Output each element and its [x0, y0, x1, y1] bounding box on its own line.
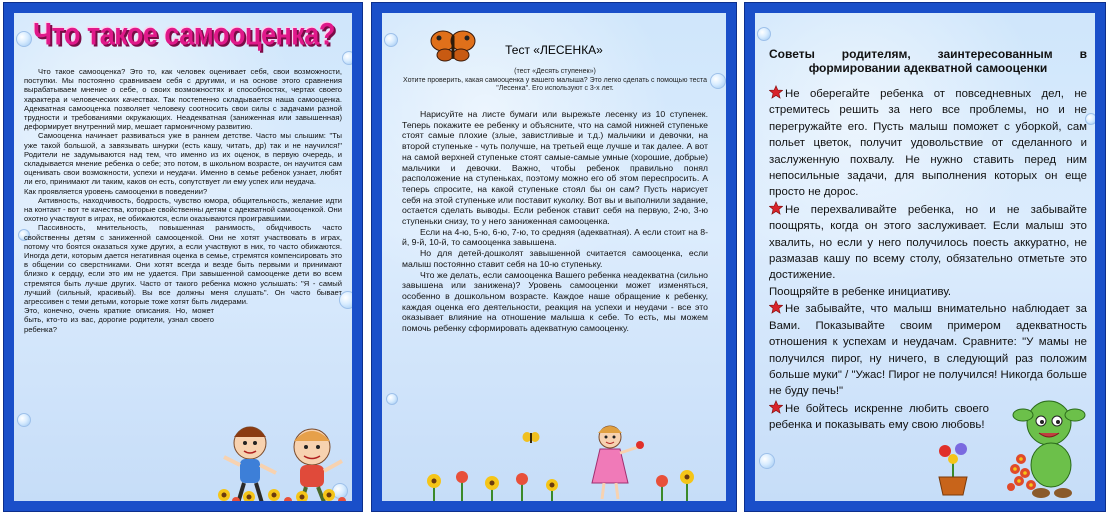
bubble-decoration — [342, 51, 352, 65]
advice-item — [769, 284, 1087, 300]
small-butterfly-icon — [522, 431, 540, 445]
panel-ladder-test — [371, 2, 737, 512]
panel-background — [755, 13, 1095, 501]
subtitle-line: (тест «Десять ступенек») — [514, 68, 596, 75]
flowers-decoration — [214, 483, 352, 501]
paragraph: Но для детей-дошколят завышенной считается самооценка, если малыш постоянно ставит себя на 10-ю ступеньку. — [402, 248, 708, 269]
test-title: Тест «ЛЕСЕНКА» — [505, 43, 603, 57]
panel-background — [14, 13, 352, 501]
advice-title: Советы родителям, заинтересованным в формировании адекватной самооценки — [769, 47, 1087, 75]
advice-text: Не забывайте, что малыш внимательно наблюдает за Вами. Показывайте своим примером адекватность отношения к успехам и неудачам. Сравните: "У мамы не получился пирог, ну ничего, в следующий раз положим больше муки" / "Ужас! Пирог не получился! Никогда больше не буду печь!" — [769, 303, 1087, 398]
article-text — [24, 67, 342, 334]
bubble-decoration — [757, 27, 771, 41]
advice-text: Не бойтесь искренне любить своего ребенка и показывать ему свою любовь! — [769, 402, 989, 432]
panel-parent-advice — [744, 2, 1106, 512]
bubble-decoration — [386, 393, 398, 405]
bubble-decoration — [17, 413, 31, 427]
subtitle-line: Хотите проверить, какая самооценка у вашего малыша? Это легко сделать с помощью теста "Лесенка". Его используют с 3-х лет. — [403, 76, 707, 92]
advice-text: Не оберегайте ребенка от повседневных дел, не стремитесь решить за него все проблемы, но и не перегружайте его. Пусть малыш поможет с уборкой, сам польет цветок, получит удовольствие от сделанного и заслуженную похвалу. Не нужно ставить перед ним непосильные задачи, для выполнения которых он еще просто не дорос. — [769, 88, 1087, 199]
bubble-decoration — [759, 453, 775, 469]
paragraph: Что такое самооценка? Это то, как человек оценивает себя, свои возможности, поступки. Мы постоянно сравниваем себя с другими, и на основе этого сравнения вырабатываем мнение о себе, о своих возможностях и способностях, чертах своего характера и человеческих качествах. Так постепенно складывается наша самооценка. Адекватная самооценка позволяет человеку соотносить свои силы с задачами разной трудности и требованиями окружающих. Неадекватная (заниженная или завышенная) деформирует внутренний мир, мешает гармоничному развитию. — [24, 67, 342, 132]
advice-item — [769, 300, 1087, 399]
page-title: Что такое самооценка? — [33, 16, 335, 52]
test-subtitle — [400, 68, 710, 94]
gnome-illustration — [1001, 393, 1091, 501]
star-icon — [769, 300, 783, 314]
paragraph: Активность, находчивость, бодрость, чувство юмора, общительность, желание идти на контакт - вот те качества, которые свойственны детям с адекватной самооценкой. Они охотно участвуют в играх, не обижаются, если оказываются проигравшими. — [24, 195, 342, 224]
bubble-decoration — [710, 73, 726, 89]
paragraph: Это, конечно, очень краткие описания. Но, может быть, кто-то из вас, дорогие родители, узнал своего ребенка? — [24, 306, 214, 334]
advice-list — [769, 85, 1087, 434]
paragraph: Пассивность, мнительность, повышенная ранимость, обидчивость часто свойственны детям с заниженной самооценкой. Они не хотят участвовать в играх, потому что боятся оказаться хуже других, а если участвуют в них, то часто обижаются. Иногда дети, которым дается негативная оценка в семье, стремятся компенсировать это в общении со сверстниками. Они хотят всегда и везде быть первыми и принимают близко к сердцу, если это им не удается. При завышенной самооценке дети во всем стремятся быть лучше других. Часто от такого ребенка можно услышать: "Я - самый лучший (сильный, красивый). Вы все должны меня слушать". Он часто бывает агрессивен с теми детьми, которые тоже хотят быть лидерами. — [24, 223, 342, 307]
paragraph: Нарисуйте на листе бумаги или вырежьте лесенку из 10 ступенек. Теперь покажите ее ребенку и объясните, что на самой нижней ступеньке стоят самые плохие (злые, завистливые и т.д.) мальчики и девочки, на второй ступеньке - чуть получше, на третьей еще лучше и так далее. А вот на самой верхней ступеньке стоят самые-самые умные (хорошие, добрые) мальчики и девочки. Важно, чтобы ребенок правильно понял расположение на ступеньках, поэтому можно его об этом переспросить. А теперь спросите, на какой ступеньке стоял бы он сам? Пусть нарисует себя на этой ступеньке или поставит куколку. Вот вы и выполнили задание, остается сделать выводы. Если ребенок ставит себя на первую, 2-ю, 3-ю ступеньки снизу, то у него заниженная самооценка. — [402, 109, 708, 227]
panel-what-is-self-esteem — [3, 2, 363, 512]
panel-background — [382, 13, 726, 501]
test-instructions — [402, 109, 708, 334]
paragraph: Что же делать, если самооценка Вашего ребенка неадекватна (сильно завышена или занижена)? Уровень самооценки может изменяться, особенно в дошкольном возрасте. Каждое наше обращение к ребенку, каждая оценка его деятельности, реакция на успехи и неудачи - все это оказывает влияние на отношение малыша к себе. То есть, мы можем помочь ребенку сформировать адекватную самооценку. — [402, 269, 708, 334]
advice-text: Поощряйте в ребенке инициативу. — [769, 285, 952, 298]
star-icon — [769, 400, 783, 414]
advice-text: Не перехваливайте ребенка, но и не забывайте поощрять, когда он этого заслуживает. Если малыш это хвалить, но если у него получилось поесть аккуратно, не размазав кашу по всему столу, обязательно отметьте это достижение. — [769, 203, 1087, 282]
flower-meadow — [422, 463, 712, 501]
paragraph: Как проявляется уровень самооценки в поведении? — [24, 186, 208, 196]
advice-item — [769, 400, 989, 434]
paragraph: Если на 4-ю, 5-ю, 6-ю, 7-ю, то средняя (адекватная). А если стоит на 8-й, 9-й, 10-й, то самооценка завышена. — [402, 226, 708, 248]
advice-item — [769, 85, 1087, 201]
star-icon — [769, 85, 783, 99]
advice-item — [769, 201, 1087, 284]
flower-pot-illustration — [931, 437, 975, 497]
star-icon — [769, 201, 783, 215]
paragraph: Самооценка начинает развиваться уже в раннем детстве. Часто мы слышим: "Ты уже такой большой, а завязывать шнурки (есть кашу, читать, др) так и не научился!" Родители не задумываются над тем, что именно из их оценок, в первую очередь, и складывается мнение ребенка о себе; это потом, в школьном возрасте, он научится сам оценивать свои возможности, успехи и неудачи. Именно в семье ребенок узнает, любят ли его, принимают ли таким, каков он есть, сопутствует ли ему успех или неудача. — [24, 131, 342, 187]
